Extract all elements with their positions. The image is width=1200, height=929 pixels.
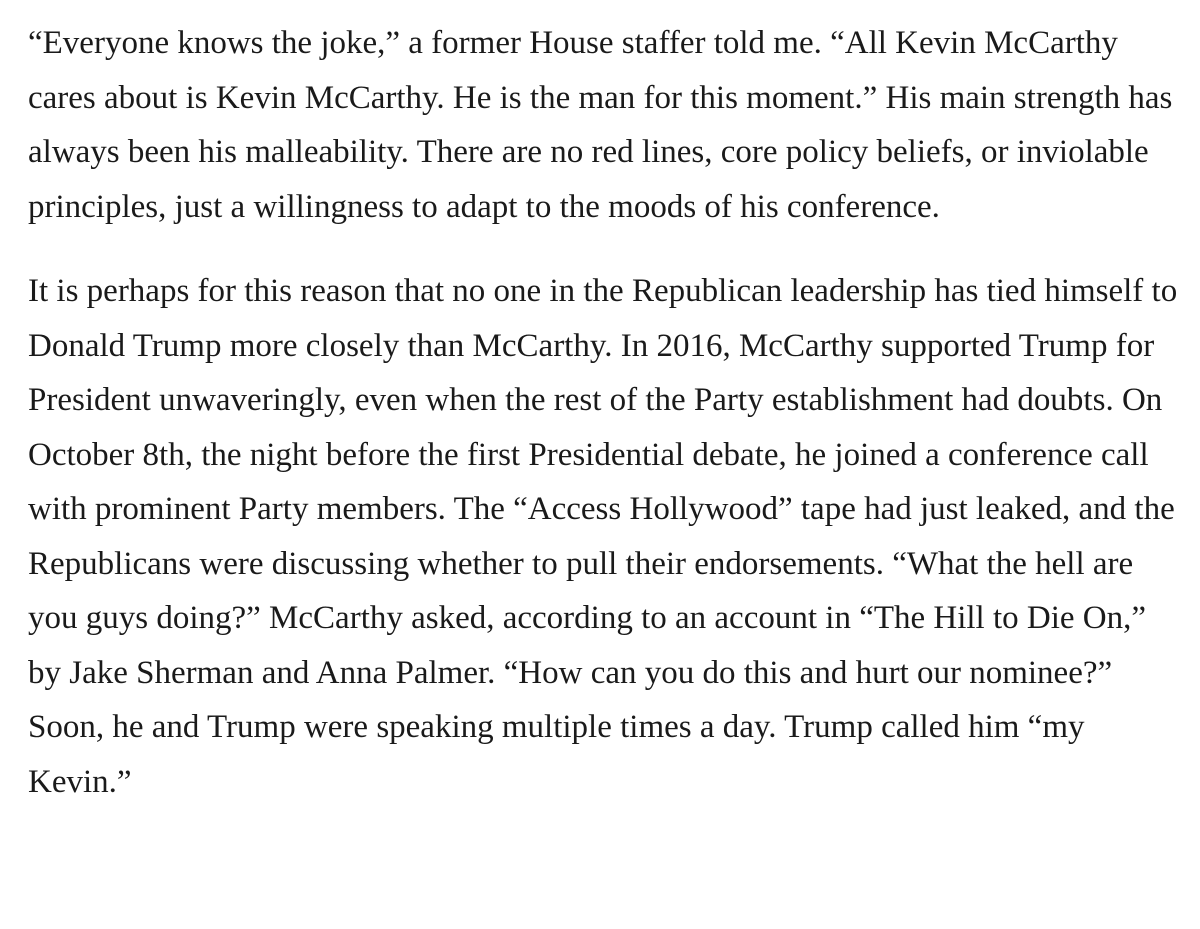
article-body <box>28 16 1178 809</box>
article-paragraph-1: “Everyone knows the joke,” a former House staffer told me. “All Kevin McCarthy cares about is Kevin McCarthy. He is the man for this moment.” His main strength has always been his malleability. There are no red lines, core policy beliefs, or inviolable principles, just a willingness to adapt to the moods of his conference. <box>28 25 1173 225</box>
article-paragraph-2: It is perhaps for this reason that no one in the Republican leadership has tied himself to Donald Trump more closely than McCarthy. In 2016, McCarthy supported Trump for President unwaveringly, even when the rest of the Party establishment had doubts. On October 8th, the night before the first Presidential debate, he joined a conference call with prominent Party members. The “Access Hollywood” tape had just leaked, and the Republicans were discussing whether to pull their endorsements. “What the hell are you guys doing?” McCarthy asked, according to an account in “The Hill to Die On,” by Jake Sherman and Anna Palmer. “How can you do this and hurt our nominee?” Soon, he and Trump were speaking multiple times a day. Trump called him “my Kevin.” <box>28 273 1178 800</box>
